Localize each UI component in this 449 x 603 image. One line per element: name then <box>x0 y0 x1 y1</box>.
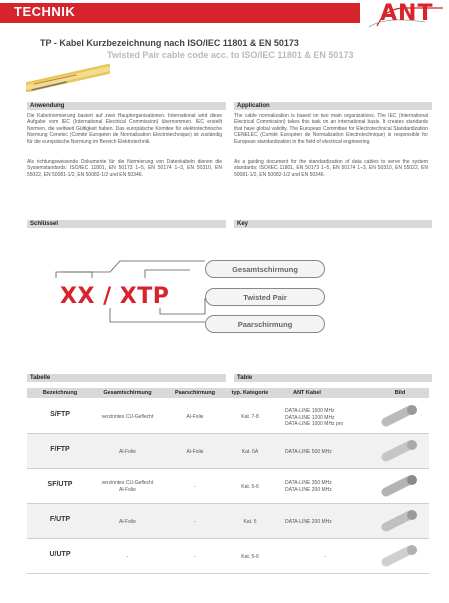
application-paragraph-2: As a guiding document for the standardization of data cables to serve the system standards: ISO/IEC 11801, EN 50173 1–5, EN 50174 1–3, EN 50310, EN 55022, EN 50081-1/2, EN 50082-1/2 und EN 50346. <box>234 159 428 178</box>
key-label-twisted-pair: Twisted Pair <box>205 288 325 306</box>
section-title: TECHNIK <box>14 4 76 19</box>
cell-gesamtschirmung: Al-Folie <box>119 449 136 455</box>
col-header: Gesamtschirmung <box>103 390 152 396</box>
cell-gesamtschirmung: - <box>126 554 129 560</box>
cable-thumbnail <box>380 472 420 500</box>
application-heading: Application <box>234 102 432 110</box>
cell-bezeichnung: U/UTP <box>49 551 71 558</box>
cell-paarschirmung: - <box>194 519 196 525</box>
key-label-gesamtschirmung: Gesamtschirmung <box>205 260 325 278</box>
key-heading: Key <box>234 220 432 228</box>
table-heading: Table <box>234 374 432 382</box>
anwendung-paragraph-2: Als richtungsweisende Dokumente für die Normierung von Datenkabeln dienen die Systemstandards: ISO/IEC 11801, EN 50173 1–5, EN 50174 1–3, EN 50310, EN 55022, EN 50081-1/2, EN 50082-1/2 und EN 50346. <box>27 159 222 178</box>
cable-thumbnail <box>380 507 420 535</box>
page-subtitle: Twisted Pair cable code acc. to ISO/IEC 11801 & EN 50173 <box>107 50 354 60</box>
col-header: typ. Kategorie <box>231 390 269 396</box>
cell-bezeichnung: F/FTP <box>50 446 70 453</box>
cable-image <box>26 57 110 97</box>
cell-kategorie: Kat. 5-6 <box>241 484 259 490</box>
cable-thumbnail <box>380 437 420 465</box>
key-label-paarschirmung: Paarschirmung <box>205 315 325 333</box>
cell-ant-kabel: DATA-LINE 350 MHz DATA-LINE 200 MHz <box>285 480 332 493</box>
cell-ant-kabel: DATA-LINE 500 MHz <box>285 449 332 455</box>
cell-ant-kabel: DATA-LINE 1500 MHz DATA-LINE 1200 MHz DATA-LINE 1000 MHz pro <box>285 408 344 427</box>
cell-ant-kabel: DATA-LINE 200 MHz <box>285 519 332 525</box>
cell-kategorie: Kat. 5-6 <box>241 554 259 560</box>
col-header: Bild <box>394 390 406 396</box>
cell-paarschirmung: Al-Folie <box>186 414 204 420</box>
cell-gesamtschirmung: verzinntes CU-Geflecht <box>101 414 154 420</box>
page-title: TP - Kabel Kurzbezeichnung nach ISO/IEC 11801 & EN 50173 <box>40 38 299 48</box>
cell-bezeichnung: S/FTP <box>50 411 70 418</box>
cell-kategorie: Kat. 5 <box>243 519 257 525</box>
cable-thumbnail <box>380 542 420 570</box>
col-header: Paarschirmung <box>174 390 216 396</box>
cell-kategorie: Kat. 6A <box>241 449 259 455</box>
key-code: XX / XTP <box>60 284 170 309</box>
cell-ant-kabel: - <box>324 554 326 560</box>
tabelle-heading: Tabelle <box>27 374 226 382</box>
anwendung-heading: Anwendung <box>27 102 226 110</box>
cell-bezeichnung: F/UTP <box>49 516 71 523</box>
logo-text: ANT <box>380 1 434 26</box>
col-header: Bezeichnung <box>42 390 78 396</box>
col-header: ANT Kabel <box>293 390 321 396</box>
cell-gesamtschirmung: verzinntes CU-Geflecht Al-Folie <box>101 480 154 493</box>
anwendung-paragraph-1: Die Kabelnormierung basiert auf zwei Hauptorganisationen. International wird diese Aufgabe vom IEC (International Electrical Commission) übernommen. IEC erstellt Normen, die weltweit Gültigkeit haben. Das europäische Komitee für elektrotechnische Normung Cenelec (Comité Européen de Normalisation Electrotechnique) ist zuständig für die europäische Normung im Bereich Elektrotechnik. <box>27 113 222 145</box>
application-paragraph-1: The cable normalization is based on two main organizations. The IEC (International Electrical Commission) takes this task on an international basis. It creates standards that have global validity. The European Committee for Electrotechnical Standardization CENELEC (Comité Européen de Normalization Electrotechnique) is responsible for European standardization in the field of electrical engineering. <box>234 113 428 145</box>
cell-gesamtschirmung: Al-Folie <box>119 519 136 525</box>
cable-thumbnail <box>380 402 420 430</box>
cell-bezeichnung: SF/UTP <box>47 481 73 488</box>
cell-kategorie: Kat. 7-8 <box>241 414 259 420</box>
cell-paarschirmung: Al-Folie <box>186 449 204 455</box>
cell-paarschirmung: - <box>194 484 196 490</box>
schluessel-heading: Schlüssel <box>27 220 226 228</box>
cell-paarschirmung: - <box>194 554 196 560</box>
